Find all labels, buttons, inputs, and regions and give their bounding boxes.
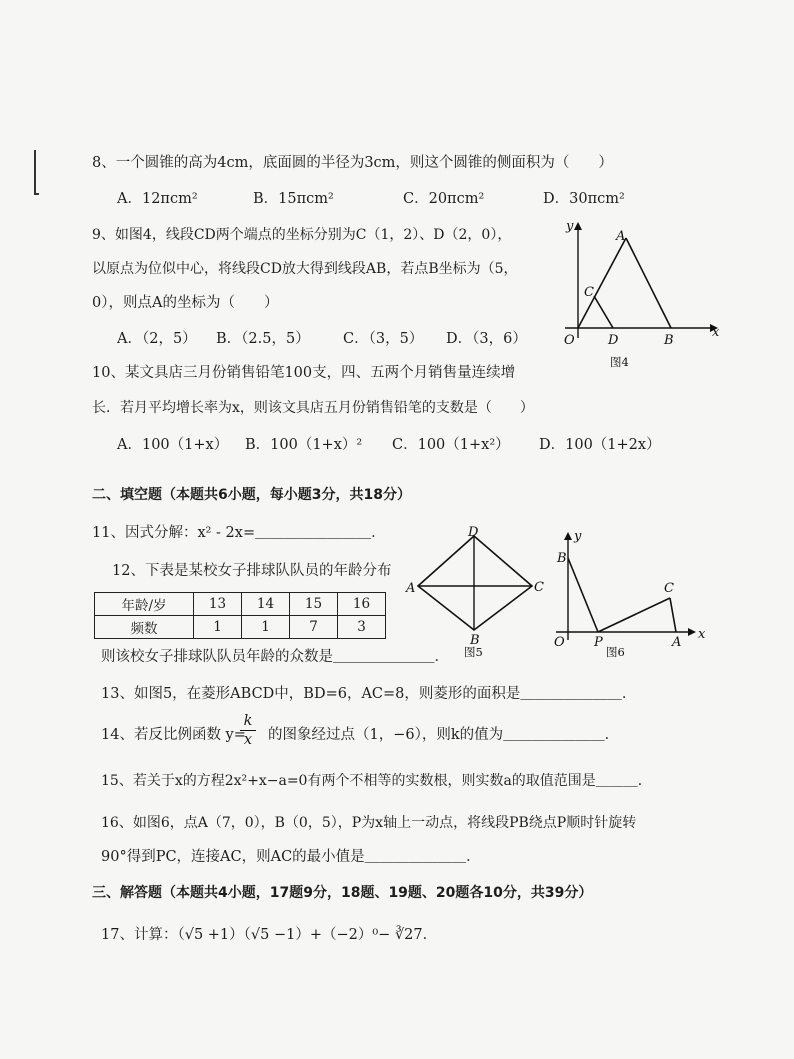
fig4-label-o: O [564,333,575,348]
q9-line1: 9、如图4，线段CD两个端点的坐标分别为C（1，2）、D（2，0）， [92,227,512,243]
fig5-label-a: A [406,581,416,596]
q14-denominator: x [240,730,256,749]
margin-mark [34,150,36,195]
fig6-label-o: O [554,635,565,650]
q9-option-b: B．（2.5，5） [216,331,310,347]
figure-4 [560,218,730,378]
q14-before: 14、若反比例函数 y= [101,727,246,743]
table-cell: 年龄/岁 [95,593,194,616]
fig4-label-a: A [616,229,626,244]
fig5-label-b: B [470,633,480,648]
q9-option-a: A．（2，5） [117,331,197,347]
q14-numerator: k [243,713,253,729]
fig6-label-b: B [557,551,567,566]
table-cell: 频数 [95,616,194,639]
q16-line1: 16、如图6，点A（7，0），B（0，5），P为x轴上一动点，将线段PB绕点P顺时针旋转 [101,815,637,831]
q8-option-b: B．15πcm² [253,191,334,207]
q11-text: 11、因式分解：x² - 2x=＿＿＿＿＿＿＿＿． [92,525,386,541]
q8-stem: 8、一个圆锥的高为4cm，底面圆的半径为3cm，则这个圆锥的侧面积为（ ） [92,155,613,171]
q14-fraction [240,712,256,749]
fig4-caption: 图4 [610,355,629,369]
q15-text: 15、若关于x的方程2x²+x−a=0有两个不相等的实数根，则实数a的取值范围是＿＿＿． [101,773,652,789]
q10-line2: 长．若月平均增长率为x，则该文具店五月份销售铅笔的支数是（ ） [92,400,534,416]
q9-option-c: C．（3，5） [343,331,424,347]
q8-option-a: A．12πcm² [117,191,198,207]
q8-option-d: D．30πcm² [543,191,625,207]
section2-title: 二、填空题（本题共6小题，每小题3分，共18分） [92,487,411,503]
figure-6 [548,528,708,663]
fig4-label-b: B [664,333,674,348]
table-row [95,593,386,616]
fig6-label-p: P [594,635,603,650]
table-cell: 16 [338,593,386,616]
q10-option-d: D．100（1+2x） [539,437,661,453]
figure-5 [402,525,552,663]
fig6-label-x: x [698,627,706,642]
q8-option-c: C．20πcm² [403,191,485,207]
fig6-label-a: A [672,635,682,650]
q10-line1: 10、某文具店三月份销售铅笔100支，四、五两个月销售量连续增 [92,365,516,381]
table-cell: 15 [290,593,338,616]
fig4-label-c: C [584,285,594,300]
table-cell: 1 [242,616,290,639]
fig5-label-d: D [468,525,479,540]
fig6-label-c: C [664,581,674,596]
table-cell: 7 [290,616,338,639]
table-cell: 3 [338,616,386,639]
q9-line3: 0），则点A的坐标为（ ） [92,295,279,311]
fig5-caption: 图5 [464,645,483,659]
fig4-label-x: x [712,325,720,340]
q13-text: 13、如图5，在菱形ABCD中，BD=6，AC=8，则菱形的面积是＿＿＿＿＿＿＿． [101,686,637,702]
table-cell: 13 [194,593,242,616]
q10-option-b: B．100（1+x）² [245,437,363,453]
q12-after: 则该校女子排球队队员年龄的众数是＿＿＿＿＿＿＿． [101,649,449,665]
table-cell: 14 [242,593,290,616]
fig6-label-y: y [574,529,582,544]
age-frequency-table [94,592,386,639]
q16-line2: 90°得到PC，连接AC，则AC的最小值是＿＿＿＿＿＿＿． [101,849,481,865]
fig6-caption: 图6 [606,645,625,659]
table-cell: 1 [194,616,242,639]
fig5-label-c: C [534,580,544,595]
q17-text: 17、计算：（√5 +1）（√5 −1）+（−2）⁰− ∛27． [101,927,438,943]
fig4-label-d: D [608,333,619,348]
q9-option-d: D．（3，6） [446,331,527,347]
table-row [95,616,386,639]
q10-option-a: A．100（1+x） [117,437,229,453]
q12-text: 12、下表是某校女子排球队队员的年龄分布 [112,563,392,579]
q9-line2: 以原点为位似中心，将线段CD放大得到线段AB，若点B坐标为（5， [92,261,518,277]
fig4-label-y: y [566,219,574,234]
q10-option-c: C．100（1+x²） [392,437,510,453]
q14-after: 的图象经过点（1，−6），则k的值为＿＿＿＿＿＿＿． [268,727,620,743]
section3-title: 三、解答题（本题共4小题，17题9分，18题、19题、20题各10分，共39分） [92,885,593,901]
